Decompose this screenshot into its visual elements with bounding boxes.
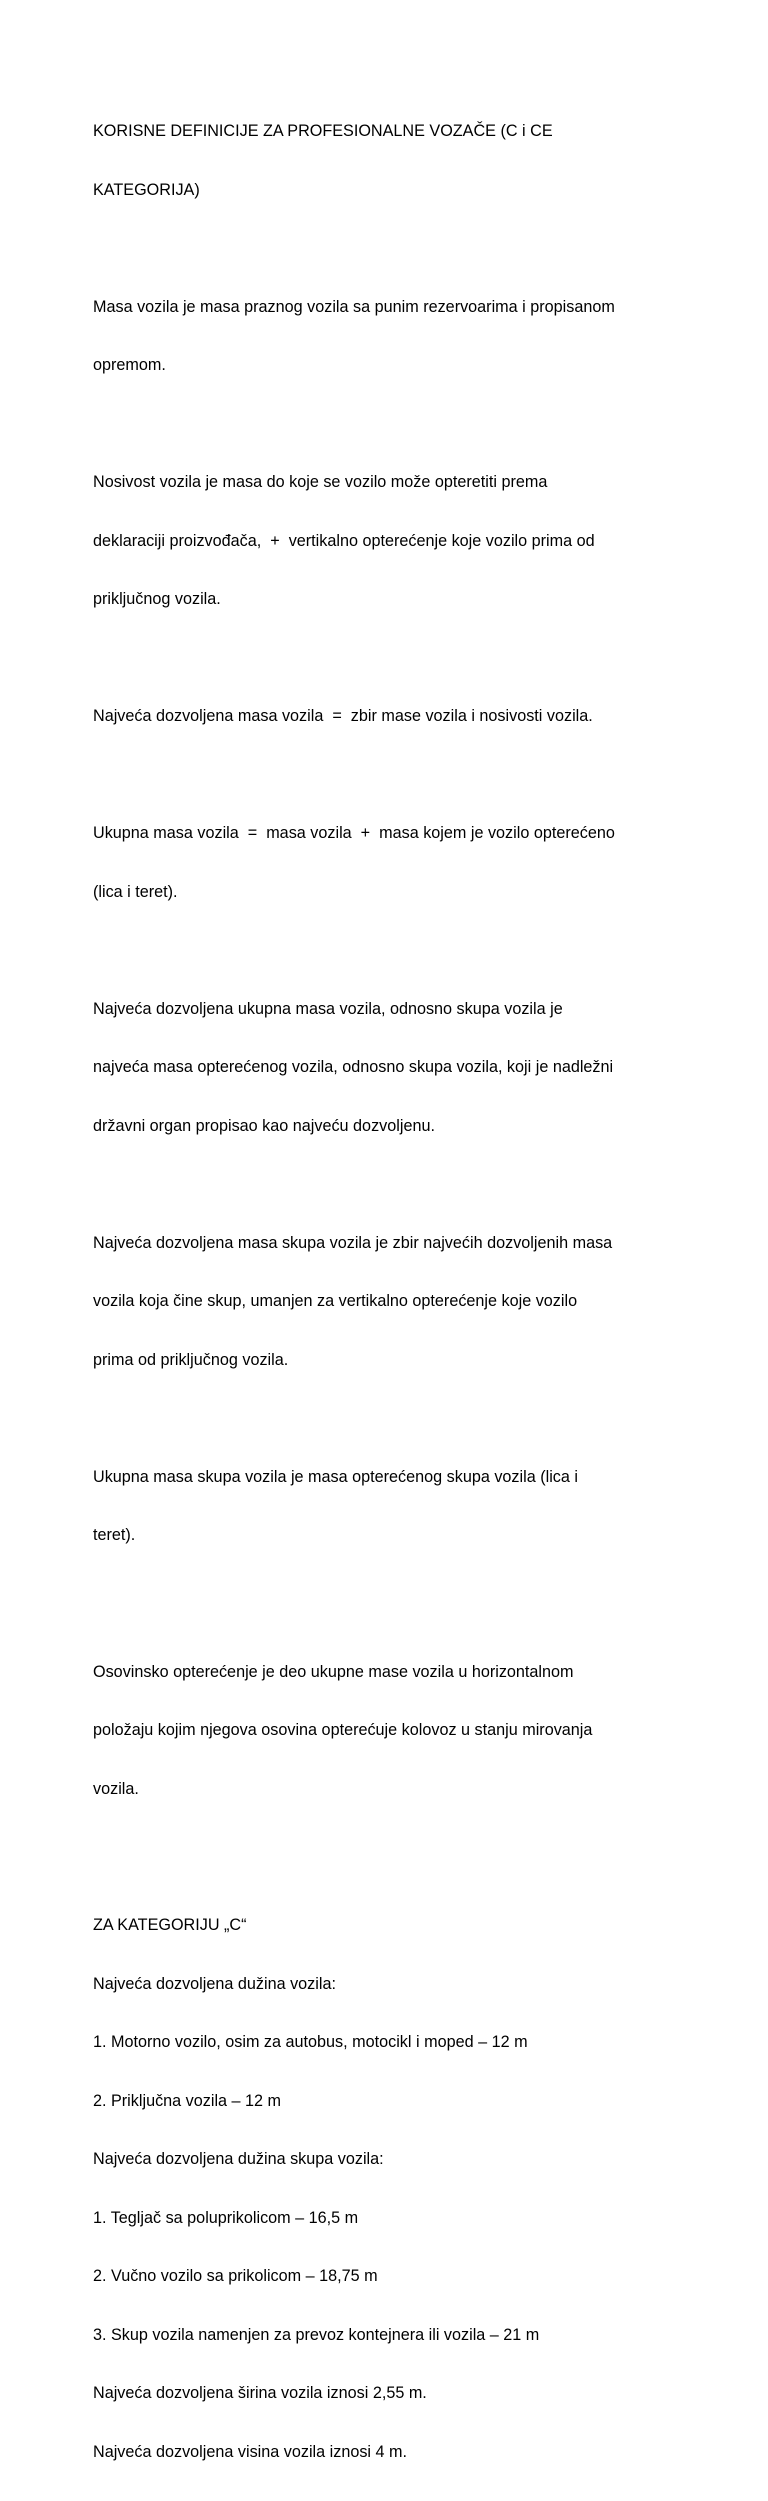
list-item: 3. Skup vozila namenjen za prevoz kontejnera ili vozila – 21 m: [93, 2325, 540, 2344]
paragraph-masa-vozila: [93, 259, 693, 415]
title-line: KATEGORIJA): [93, 180, 200, 199]
text-line: vozila koja čine skup, umanjen za vertikalno opterećenje koje vozilo: [93, 1292, 578, 1310]
text-line: državni organ propisao kao najveću dozvoljenu.: [93, 1116, 435, 1135]
paragraph-najveca-ukupna-masa: [93, 961, 693, 1176]
text-line: prima od priključnog vozila.: [93, 1350, 289, 1369]
text-line: vozila.: [93, 1779, 139, 1798]
list-item: 2. Vučno vozilo sa prikolicom – 18,75 m: [93, 2267, 378, 2285]
text-line: (lica i teret).: [93, 882, 178, 901]
text-line: teret).: [93, 1526, 136, 1544]
height-line: Najveća dozvoljena visina vozila iznosi 4 m.: [93, 2442, 408, 2461]
title-line: KORISNE DEFINICIJE ZA PROFESIONALNE VOZAČE (C i CE: [93, 122, 553, 140]
combo-heading: Najveća dozvoljena dužina skupa vozila:: [93, 2150, 384, 2168]
text-line: Najveća dozvoljena ukupna masa vozila, odnosno skupa vozila je: [93, 999, 563, 1018]
text-line: Najveća dozvoljena masa vozila = zbir mase vozila i nosivosti vozila.: [93, 707, 593, 725]
text-line: najveća masa opterećenog vozila, odnosno skupa vozila, koji je nadležni: [93, 1058, 614, 1076]
text-line: Najveća dozvoljena masa skupa vozila je zbir najvećih dozvoljenih masa: [93, 1233, 613, 1252]
paragraph-osovinsko: [93, 1624, 693, 1839]
width-line: Najveća dozvoljena širina vozila iznosi 2,55 m.: [93, 2384, 427, 2402]
list-item: 1. Motorno vozilo, osim za autobus, motocikl i moped – 12 m: [93, 2033, 528, 2051]
paragraph-masa-skupa: [93, 1195, 693, 1410]
length-heading: Najveća dozvoljena dužina vozila:: [93, 1974, 336, 1993]
text-line: Masa vozila je masa praznog vozila sa punim rezervoarima i propisanom: [93, 297, 615, 316]
text-line: Nosivost vozila je masa do koje se vozilo može opteretiti prema: [93, 473, 548, 491]
paragraph-ukupna-masa-skupa: [93, 1429, 693, 1585]
section-kategorija-c: [93, 1877, 693, 2501]
text-line: priključnog vozila.: [93, 590, 221, 608]
text-line: Ukupna masa skupa vozila je masa opterećenog skupa vozila (lica i: [93, 1467, 578, 1486]
text-line: deklaraciji proizvođača, + vertikalno opterećenje koje vozilo prima od: [93, 531, 595, 550]
text-line: Osovinsko opterećenje je deo ukupne mase vozila u horizontalnom: [93, 1662, 574, 1681]
section-heading: ZA KATEGORIJU „C“: [93, 1916, 247, 1934]
paragraph-ukupna-masa: [93, 785, 693, 941]
paragraph-nosivost: [93, 434, 693, 649]
text-line: položaju kojim njegova osovina opterećuje kolovoz u stanju mirovanja: [93, 1721, 593, 1739]
list-item: 1. Tegljač sa poluprikolicom – 16,5 m: [93, 2208, 359, 2227]
list-item: 2. Priključna vozila – 12 m: [93, 2091, 282, 2110]
text-line: Ukupna masa vozila = masa vozila + masa kojem je vozilo opterećeno: [93, 824, 615, 842]
document-title: [93, 83, 693, 239]
document-page: [93, 83, 693, 2501]
paragraph-najveca-masa: [93, 668, 693, 766]
text-line: opremom.: [93, 356, 166, 374]
